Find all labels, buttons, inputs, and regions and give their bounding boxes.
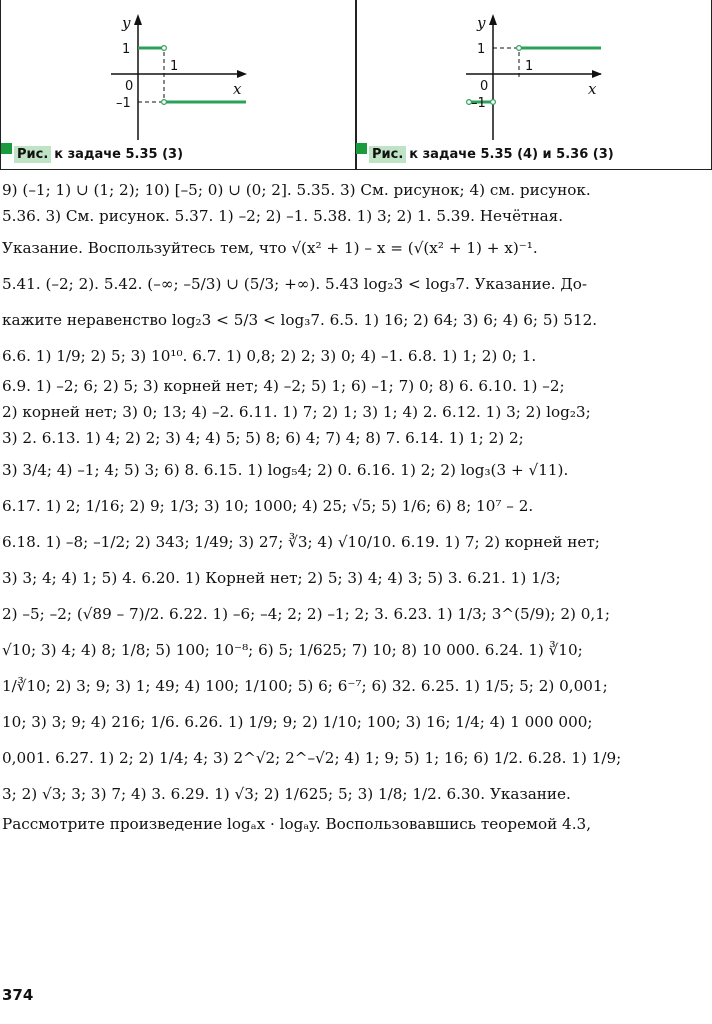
tick-origin: 0 [480,79,489,94]
tick-x-one: 1 [525,59,534,74]
caption-text: к задаче 5.35 (4) и 5.36 (3) [409,146,614,162]
answer-line: 2) –5; –2; (√89 – 7)/2. 6.22. 1) –6; –4; 2; 2) –1; 2; 3. 6.23. 1) 1/3; 3^(5/9); 2) 0,1; [2,605,611,623]
answer-line: кажите неравенство log₂3 < 5/3 < log₃7. 6.5. 1) 16; 2) 64; 3) 6; 4) 6; 5) 512. [2,311,598,329]
answer-line: 6.6. 1) 1/9; 2) 5; 3) 10¹⁰. 6.7. 1) 0,8; 2) 2; 3) 0; 4) –1. 6.8. 1) 1; 2) 0; 1. [2,347,537,365]
answer-line: 6.18. 1) –8; –1/2; 2) 343; 1/49; 3) 27; ∛3; 4) √10/10. 6.19. 1) 7; 2) корней нет; [2,533,600,551]
answers-text [2,178,710,838]
tick-y-minus-one: –1 [471,96,486,111]
answer-line: 6.9. 1) –2; 6; 2) 5; 3) корней нет; 4) –2; 5) 1; 6) –1; 7) 0; 8) 6. 6.10. 1) –2; [2,377,565,395]
answer-line: 3) 2. 6.13. 1) 4; 2) 2; 3) 4; 4) 5; 5) 8; 6) 4; 7) 4; 8) 7. 6.14. 1) 1; 2) 2; [2,429,524,447]
answer-line: 3) 3/4; 4) –1; 4; 5) 3; 6) 8. 6.15. 1) log₅4; 2) 0. 6.16. 1) 2; 2) log₃(3 + √11). [2,461,569,479]
axis-x-label: x [588,80,597,98]
answer-line: 3; 2) √3; 3; 3) 7; 4) 3. 6.29. 1) √3; 2) 1/625; 5; 3) 1/8; 1/2. 6.30. Указание. [2,785,571,803]
tick-x-one: 1 [170,59,179,74]
answer-line: 9) (–1; 1) ∪ (1; 2); 10) [–5; 0) ∪ (0; 2]. 5.35. 3) См. рисунок; 4) см. рисунок. [2,181,591,199]
caption-prefix: Рис. [14,146,51,163]
tick-y-one: 1 [477,42,486,57]
figure-caption [1,143,183,165]
figure-caption [356,143,614,165]
tick-y-minus-one: –1 [116,96,131,111]
answer-line: 0,001. 6.27. 1) 2; 2) 1/4; 4; 3) 2^√2; 2^–√2; 4) 1; 9; 5) 1; 16; 6) 1/2. 6.28. 1) 1/9; [2,749,622,767]
tick-origin: 0 [125,79,134,94]
caption-text: к задаче 5.35 (3) [54,146,184,162]
axis-y-label: y [477,14,486,32]
answer-line: 10; 3) 3; 9; 4) 216; 1/6. 6.26. 1) 1/9; 9; 2) 1/10; 100; 3) 16; 1/4; 4) 1 000 000; [2,713,593,731]
answer-line: 5.41. (–2; 2). 5.42. (–∞; –5/3) ∪ (5/3; +∞). 5.43 log₂3 < log₃7. Указание. До- [2,275,588,293]
caption-prefix: Рис. [369,146,406,163]
answer-line: 1/∛10; 2) 3; 9; 3) 1; 49; 4) 100; 1/100; 5) 6; 6⁻⁷; 6) 32. 6.25. 1) 1/5; 5; 2) 0,001; [2,677,608,695]
figure-5-35-3 [0,0,357,170]
caption-marker [356,143,367,154]
axis-y-label: y [122,14,131,32]
answer-line: Рассмотрите произведение logₐx · logₐy. Воспользовавшись теоремой 4.3, [2,815,592,833]
answer-line: 5.36. 3) См. рисунок. 5.37. 1) –2; 2) –1. 5.38. 1) 3; 2) 1. 5.39. Нечётная. [2,207,564,225]
caption-marker [1,143,12,154]
answer-line: Указание. Воспользуйтесь тем, что √(x² + 1) – x = (√(x² + 1) + x)⁻¹. [2,239,538,257]
figures-row [0,0,712,170]
answer-line: 3) 3; 4; 4) 1; 5) 4. 6.20. 1) Корней нет; 2) 5; 3) 4; 4) 3; 5) 3. 6.21. 1) 1/3; [2,569,561,587]
answer-line: 6.17. 1) 2; 1/16; 2) 9; 1/3; 3) 10; 1000; 4) 25; √5; 5) 1/6; 6) 8; 10⁷ – 2. [2,497,534,515]
page-number: 374 [2,986,34,1004]
axis-x-label: x [233,80,242,98]
answer-line: 2) корней нет; 3) 0; 13; 4) –2. 6.11. 1) 7; 2) 1; 3) 1; 4) 2. 6.12. 1) 3; 2) log₂3; [2,403,591,421]
answer-line: √10; 3) 4; 4) 8; 1/8; 5) 100; 10⁻⁸; 6) 5; 1/625; 7) 10; 8) 10 000. 6.24. 1) ∛10; [2,641,583,659]
figure-5-35-4 [355,0,712,170]
tick-y-one: 1 [122,42,131,57]
